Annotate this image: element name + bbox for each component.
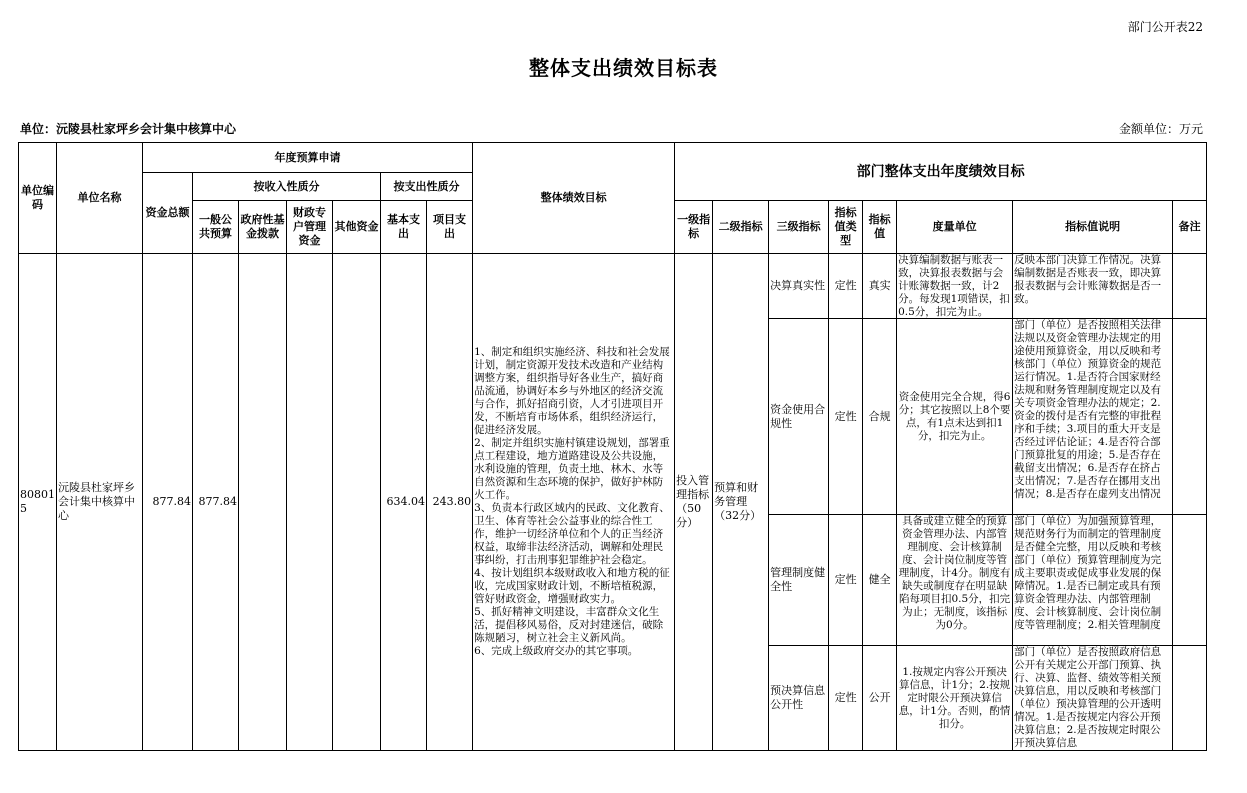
level3-cell: 决算真实性 [769, 254, 829, 319]
measure-cell: 决算编制数据与账表一致，决算报表数据与会计账簿数据一致，计2分。每发现1项错误，扣0.5分，扣完为止。 [898, 254, 1010, 318]
measure-cell: 资金使用完全合规，得6分；其它按照以上8个要点，有1点未达到扣1分，扣完为止。 [898, 390, 1011, 442]
header-measure: 度量单位 [897, 201, 1013, 254]
value-cell: 公开 [863, 646, 897, 751]
header-by-income: 按收入性质分 [193, 173, 381, 201]
value-type-cell: 定性 [829, 515, 863, 646]
value-type-cell: 定性 [829, 319, 863, 515]
header-overall-goal: 整体绩效目标 [473, 143, 675, 254]
unit-name-cell: 沅陵县杜家坪乡会计集中核算中心 [57, 254, 143, 751]
other-funds-cell [333, 254, 381, 751]
remark-cell [1173, 254, 1207, 319]
header-level1: 一级指标 [675, 201, 713, 254]
performance-table [18, 142, 1207, 751]
value-cell: 健全 [863, 515, 897, 646]
header-by-expense: 按支出性质分 [381, 173, 473, 201]
table-row [19, 254, 1207, 319]
header-unit-name: 单位名称 [57, 143, 143, 254]
header-value: 指标值 [863, 201, 897, 254]
remark-cell [1173, 646, 1207, 751]
value-type-cell: 定性 [829, 646, 863, 751]
header-value-desc: 指标值说明 [1013, 201, 1173, 254]
level2-cell: 预算和财务管理（32分） [713, 254, 769, 751]
level3-cell: 预决算信息公开性 [769, 646, 829, 751]
unit-code-cell: 808015 [19, 254, 57, 751]
header-basic-expense: 基本支出 [381, 201, 427, 254]
header-level3: 三级指标 [769, 201, 829, 254]
money-unit-label: 金额单位：万元 [1118, 122, 1203, 136]
overall-goal-cell: 1、制定和组织实施经济、科技和社会发展计划，制定资源开发技术改造和产业结构调整方案，组织指导好各业生产，搞好商品流通，协调好本乡与外地区的经济交流与合作，抓好招商引资，人才引进项目开发，不断培育市场体系，组织经济运行，促进经济发展。 2、制定并组织实施村镇建设规划，部署重点工程建设，地方道路建设及公共设施，水利设施的管理，负责土地、林木、水等自然资源和生态环境的保护，做好护林防火工作。 3、负责本行政区域内的民政、文化教育、卫生、体育等社会公益事业的综合性工作，维护一切经济单位和个人的正当经济权益，取缔非法经济活动，调解和处理民事纠纷，打击刑事犯罪维护社会稳定。 4、按计划组织本级财政收入和地方税的征收，完成国家财政计划，不断培植税源，管好财政资金，增强财政实力。 5、抓好精神文明建设，丰富群众文化生活，提倡移风易俗，反对封建迷信，破除陈规陋习，树立社会主义新风尚。 6、完成上级政府交办的其它事项。 [473, 254, 675, 751]
value-desc-cell: 反映本部门决算工作情况。决算编制数据是否账表一致，即决算报表数据与会计账簿数据是否一致。 [1014, 254, 1162, 305]
header-other-funds: 其他资金 [333, 201, 381, 254]
value-desc-cell: 部门（单位）是否按照相关法律法规以及资金管理办法规定的用途使用预算资金，用以反映和考核部门（单位）预算资金的规范运行情况。1.是否符合国家财经法规和财务管理制度规定以及有关专项资金管理办法的规定；2.资金的拨付是否有完整的审批程序和手续；3.项目的重大开支是否经过评估论证；4.是否符合部门预算批复的用途；5.是否存在截留支出情况；6.是否存在挤占支出情况；7.是否存在挪用支出情况；8.是否存在虚列支出情况 [1014, 319, 1162, 500]
project-expense-cell: 243.80 [427, 254, 473, 751]
level3-cell: 资金使用合规性 [769, 319, 829, 515]
total-funds-cell: 877.84 [143, 254, 193, 751]
page-title: 整体支出绩效目标表 [529, 56, 718, 80]
header-total-funds: 资金总额 [143, 173, 193, 254]
value-cell: 真实 [863, 254, 897, 319]
header-dept-goal: 部门整体支出年度绩效目标 [675, 143, 1207, 201]
header-general-budget: 一般公共预算 [193, 201, 239, 254]
remark-cell [1173, 319, 1207, 515]
level1-cell: 投入管理指标（50分） [675, 254, 713, 751]
general-budget-cell: 877.84 [193, 254, 239, 751]
value-cell: 合规 [863, 319, 897, 515]
level3-cell: 管理制度健全性 [769, 515, 829, 646]
page-number: 部门公开表22 [1127, 20, 1203, 34]
header-remark: 备注 [1173, 201, 1207, 254]
header-value-type: 指标值类型 [829, 201, 863, 254]
unit-label: 单位：沅陵县杜家坪乡会计集中核算中心 [20, 122, 237, 136]
header-project-expense: 项目支出 [427, 201, 473, 254]
fiscal-special-cell [287, 254, 333, 751]
measure-cell: 1.按规定内容公开预决算信息，计1分；2.按规定时限公开预决算信息，计1分。否则，酌情扣分。 [898, 665, 1011, 730]
basic-expense-cell: 634.04 [381, 254, 427, 751]
header-gov-fund: 政府性基金拨款 [239, 201, 287, 254]
value-desc-cell: 部门（单位）为加强预算管理，规范财务行为而制定的管理制度是否健全完整，用以反映和考核部门（单位）预算管理制度为完成主要职责或促成事业发展的保障情况。1.是否已制定或具有预算资金管理办法、内部管理制度、会计核算制度、会计岗位制度等管理制度；2.相关管理制度 [1014, 515, 1162, 631]
header-unit-code: 单位编码 [19, 143, 57, 254]
value-desc-cell: 部门（单位）是否按照政府信息公开有关规定公开部门预算、执行、决算、监督、绩效等相关预决算信息，用以反映和考核部门（单位）预决算管理的公开透明情况。1.是否按规定内容公开预决算信息；2.是否按规定时限公开预决算信息 [1014, 646, 1162, 749]
gov-fund-cell [239, 254, 287, 751]
header-annual-budget: 年度预算申请 [143, 143, 473, 173]
remark-cell [1173, 515, 1207, 646]
value-type-cell: 定性 [829, 254, 863, 319]
header-fiscal-special: 财政专户管理资金 [287, 201, 333, 254]
measure-cell: 具备或建立健全的预算资金管理办法、内部管理制度、会计核算制度、会计岗位制度等管理制度，计4分。制度有缺失或制度存在明显缺陷每项目扣0.5分，扣完为止；无制度，该指标为0分。 [898, 515, 1011, 631]
header-level2: 二级指标 [713, 201, 769, 254]
